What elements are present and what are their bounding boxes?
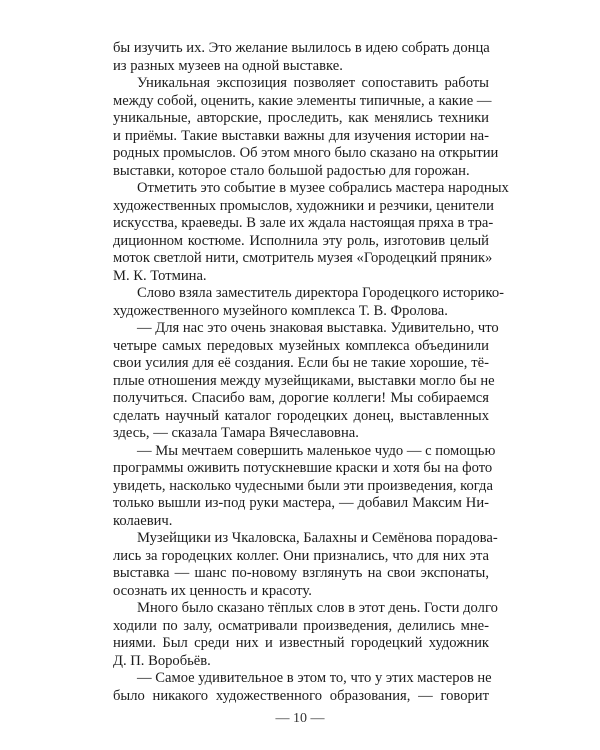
paragraph: [113, 285, 504, 320]
text-line: — Для нас это очень знаковая выставка. Удивительно, что: [137, 320, 499, 336]
text-line: сделать научный каталог городецких донец, выставленных: [113, 407, 489, 424]
text-line: диционном костюме. Исполнила эту роль, изготовив целый: [113, 232, 489, 249]
text-line: только вышли из-под руки мастера, — добавил Максим Ни-: [113, 495, 489, 511]
paragraph: [113, 320, 499, 443]
body-text: [113, 40, 509, 705]
text-line: увидеть, насколько чудесными были эти произведения, когда: [113, 477, 493, 494]
text-line: плые отношения между музейщиками, выставки могло бы не: [113, 372, 495, 389]
text-line: Музейщики из Чкаловска, Балахны и Семёнова порадова-: [137, 530, 498, 546]
text-line: Д. П. Воробьёв.: [113, 652, 211, 669]
text-line: здесь, — сказала Тамара Вячеславовна.: [113, 425, 359, 441]
text-line: Много было сказано тёплых слов в этот день. Гости долго: [137, 600, 498, 616]
text-line: получиться. Спасибо вам, дорогие коллеги! Мы собираемся: [113, 390, 489, 406]
text-line: Слово взяла заместитель директора Городецкого историко-: [137, 285, 504, 301]
text-line: художественного музейного комплекса Т. В. Фролова.: [113, 302, 448, 319]
text-line: программы оживить потускневшие краски и хотя бы на фото: [113, 460, 493, 476]
text-line: четыре самых передовых музейных комплекса объединили: [113, 337, 489, 354]
text-line: уникальные, авторские, проследить, как менялись техники: [113, 110, 489, 126]
text-line: ниями. Был среди них и известный городецкий художник: [113, 635, 489, 651]
paragraph: [113, 600, 498, 670]
text-line: лись за городецких коллег. Они признались, что для них эта: [113, 547, 489, 564]
text-line: искусства, краеведы. В зале их ждала настоящая пряха в тра-: [113, 215, 494, 231]
text-line: бы изучить их. Это желание вылилось в идею собрать донца: [113, 40, 490, 56]
page-number: — 10 —: [275, 711, 325, 726]
text-line: художественных промыслов, художники и резчики, ценители: [113, 197, 494, 214]
paragraph: [113, 670, 492, 705]
text-line: из разных музеев на одной выставке.: [113, 57, 343, 74]
text-line: выставки, которое стало большой радостью для горожан.: [113, 162, 470, 179]
paragraph: [113, 180, 509, 285]
text-line: колаевич.: [113, 512, 173, 529]
text-line: Отметить это событие в музее собрались мастера народных: [137, 180, 509, 196]
paragraph: [113, 75, 499, 180]
text-line: осознать их ценность и красоту.: [113, 582, 312, 599]
text-line: родных промыслов. Об этом много было сказано на открытии: [113, 145, 499, 161]
text-line: моток светлой нити, смотритель музея «Городецкий пряник»: [113, 250, 493, 266]
text-line: ходили по залу, осматривали произведения, делились мне-: [113, 617, 489, 634]
text-line: Уникальная экспозиция позволяет сопоставить работы: [137, 75, 489, 91]
paragraph: [113, 442, 496, 531]
paragraph: [113, 530, 498, 600]
text-line: — Мы мечтаем совершить маленькое чудо — с помощью: [137, 442, 496, 459]
text-line: и приёмы. Такие выставки важны для изучения истории на-: [113, 127, 489, 144]
text-line: свои усилия для её создания. Если бы не такие хорошие, тё-: [113, 355, 489, 371]
paragraph: [113, 40, 489, 75]
text-line: между собой, оценить, какие элементы типичные, а какие —: [113, 92, 492, 109]
text-line: М. К. Тотмина.: [113, 267, 207, 284]
text-line: выставка — шанс по-новому взглянуть на свои экспонаты,: [113, 565, 489, 581]
text-line: было никакого художественного образования, — говорит: [113, 687, 489, 704]
text-line: — Самое удивительное в этом то, что у этих мастеров не: [137, 670, 492, 686]
